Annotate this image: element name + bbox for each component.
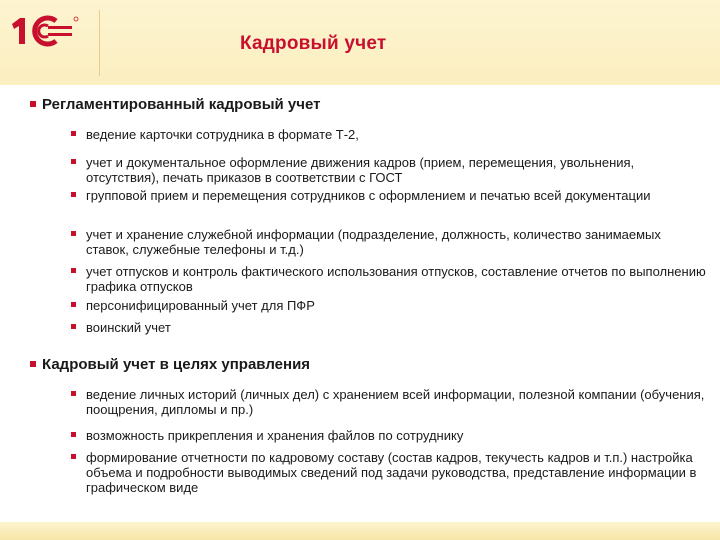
list-item-text: формирование отчетности по кадровому составу (состав кадров, текучесть кадров и т.п.) настройка объема и подробности выводимых сведений под задачи руководства, представление информации в графическом виде <box>86 450 697 495</box>
list-item <box>86 127 706 142</box>
square-bullet-icon <box>71 131 76 136</box>
square-bullet-icon <box>71 159 76 164</box>
page-title: Кадровый учет <box>240 33 387 54</box>
list-item-text: персонифицированный учет для ПФР <box>86 298 315 313</box>
list-item <box>86 155 706 185</box>
square-bullet-icon <box>71 454 76 459</box>
square-bullet-icon <box>71 324 76 329</box>
list-item-text: возможность прикрепления и хранения файлов по сотруднику <box>86 428 464 443</box>
footer-band <box>0 522 720 540</box>
square-bullet-icon <box>71 192 76 197</box>
list-item-text: учет и документальное оформление движения кадров (прием, перемещения, увольнения, отсутствия), печать приказов в соответствии с ГОСТ <box>86 155 635 185</box>
list-item-text: ведение карточки сотрудника в формате Т-2, <box>86 127 359 142</box>
section-heading <box>42 96 320 113</box>
list-item-text: учет и хранение служебной информации (подразделение, должность, количество занимаемых ставок, служебные телефоны и т.д.) <box>86 227 661 257</box>
square-bullet-icon <box>30 361 36 367</box>
square-bullet-icon <box>71 231 76 236</box>
list-item <box>86 428 706 443</box>
square-bullet-icon <box>30 101 36 107</box>
list-item <box>86 188 706 203</box>
list-item <box>86 450 706 495</box>
square-bullet-icon <box>71 302 76 307</box>
list-item-text: воинский учет <box>86 320 171 335</box>
square-bullet-icon <box>71 432 76 437</box>
square-bullet-icon <box>71 391 76 396</box>
list-item <box>86 320 706 335</box>
section-heading-label: Кадровый учет в целях управления <box>42 356 311 373</box>
list-item <box>86 264 706 294</box>
list-item <box>86 227 706 257</box>
list-item-text: учет отпусков и контроль фактического использования отпусков, составление отчетов по выполнению графика отпусков <box>86 264 706 294</box>
list-item-text: групповой прием и перемещения сотрудников с оформлением и печатью всей документации <box>86 188 651 203</box>
list-item <box>86 387 706 417</box>
square-bullet-icon <box>71 268 76 273</box>
section-heading <box>42 356 310 373</box>
list-item-text: ведение личных историй (личных дел) с хранением всей информации, полезной компании (обучения, поощрения, дипломы и пр.) <box>86 387 705 417</box>
section-heading-label: Регламентированный кадровый учет <box>42 96 321 113</box>
list-item <box>86 298 706 313</box>
